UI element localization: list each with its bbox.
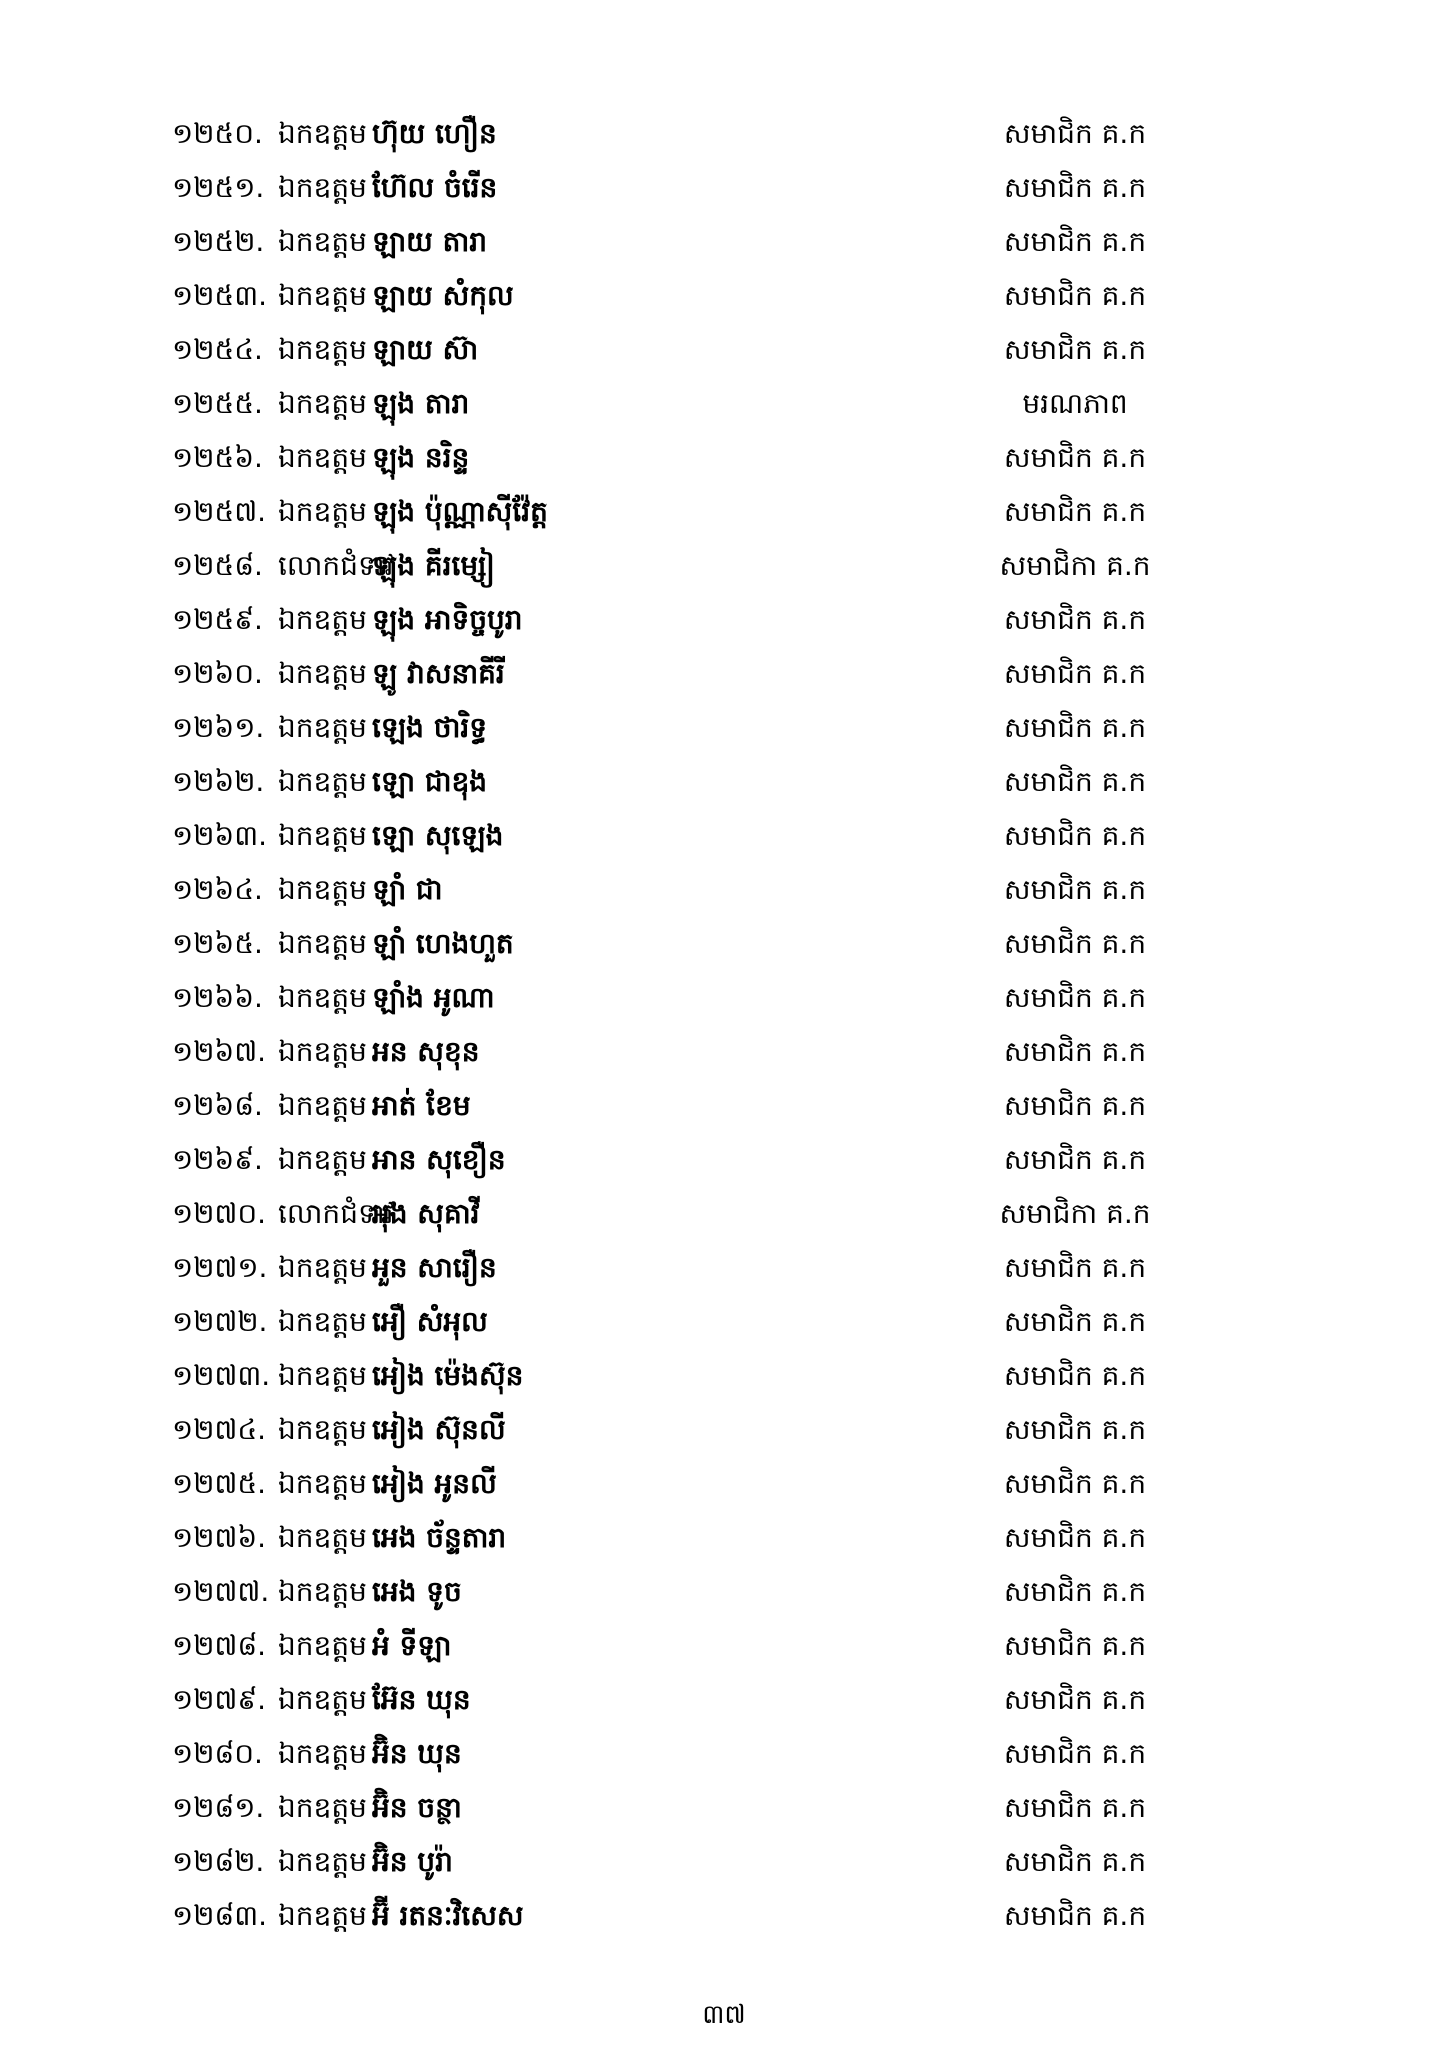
member-name: អាន សុខឿន	[372, 1143, 506, 1176]
list-item	[0, 1403, 1449, 1457]
list-item	[0, 1565, 1449, 1619]
honorific-title: ឯកឧត្តម	[278, 873, 367, 906]
list-item	[0, 917, 1449, 971]
item-number: ១២៥៦.	[172, 441, 263, 474]
item-number: ១២៦៨.	[172, 1089, 263, 1122]
list-item	[0, 1781, 1449, 1835]
honorific-title: លោកជំទាវ	[278, 1197, 394, 1230]
member-status: សមាជិក គ.ក	[1003, 1575, 1147, 1608]
list-item	[0, 107, 1449, 161]
member-name: ឡេង ថារិទ្ធ	[372, 711, 488, 744]
item-number: ១២៦៦.	[172, 981, 263, 1014]
member-status: សមាជិក គ.ក	[1003, 225, 1147, 258]
item-number: ១២៥៣.	[172, 279, 268, 312]
member-name: ហ៊ុយ ហឿន	[372, 117, 497, 150]
list-item	[0, 1673, 1449, 1727]
member-status: សមាជិក គ.ក	[1003, 441, 1147, 474]
member-status: សមាជិក គ.ក	[1003, 117, 1147, 150]
honorific-title: ឯកឧត្តម	[278, 387, 367, 420]
list-item	[0, 755, 1449, 809]
item-number: ១២៨១.	[172, 1791, 265, 1824]
member-status: សមាជិក គ.ក	[1003, 171, 1147, 204]
member-list	[0, 107, 1449, 1943]
honorific-title: ឯកឧត្តម	[278, 1251, 367, 1284]
member-name: អេង ទូច	[372, 1575, 462, 1608]
item-number: ១២៧២.	[172, 1305, 268, 1338]
member-name: ឡុង នរិន្ទ	[372, 441, 470, 474]
item-number: ១២៥១.	[172, 171, 265, 204]
member-status: សមាជិក គ.ក	[1003, 1305, 1147, 1338]
member-name: អៀង ម៉េងស៊ុន	[372, 1359, 524, 1392]
member-status: សមាជិក គ.ក	[1003, 1089, 1147, 1122]
member-status: សមាជិក គ.ក	[1003, 603, 1147, 636]
item-number: ១២៦៥.	[172, 927, 263, 960]
member-status: សមាជិក គ.ក	[1003, 279, 1147, 312]
list-item	[0, 323, 1449, 377]
item-number: ១២៧០.	[172, 1197, 267, 1230]
item-number: ១២៧៦.	[172, 1521, 267, 1554]
member-status: សមាជិក គ.ក	[1003, 819, 1147, 852]
item-number: ១២៦៧.	[172, 1035, 267, 1068]
list-item	[0, 647, 1449, 701]
list-item	[0, 1241, 1449, 1295]
item-number: ១២៧៧.	[172, 1575, 270, 1608]
member-name: ឡោ ជាឧុង	[372, 765, 488, 798]
member-name: ឡាំ ជា	[372, 873, 443, 906]
member-name: អំ ទីឡា	[372, 1629, 452, 1662]
honorific-title: ឯកឧត្តម	[278, 1143, 367, 1176]
item-number: ១២៨២.	[172, 1845, 265, 1878]
honorific-title: ឯកឧត្តម	[278, 765, 367, 798]
honorific-title: ឯកឧត្តម	[278, 603, 367, 636]
honorific-title: ឯកឧត្តម	[278, 225, 367, 258]
member-status: សមាជិក គ.ក	[1003, 1035, 1147, 1068]
item-number: ១២៥៤.	[172, 333, 263, 366]
item-number: ១២៥៥.	[172, 387, 263, 420]
honorific-title: ឯកឧត្តម	[278, 1089, 367, 1122]
list-item	[0, 1133, 1449, 1187]
member-status: សមាជិក គ.ក	[1003, 1467, 1147, 1500]
member-status: សមាជិក គ.ក	[1003, 927, 1147, 960]
member-status: សមាជិក គ.ក	[1003, 765, 1147, 798]
list-item	[0, 971, 1449, 1025]
list-item	[0, 863, 1449, 917]
honorific-title: លោកជំទាវ	[278, 549, 394, 582]
honorific-title: ឯកឧត្តម	[278, 657, 367, 690]
item-number: ១២៧១.	[172, 1251, 268, 1284]
item-number: ១២៥២.	[172, 225, 265, 258]
item-number: ១២៦២.	[172, 765, 265, 798]
list-item	[0, 1349, 1449, 1403]
member-status: សមាជិក គ.ក	[1003, 1737, 1147, 1770]
item-number: ១២៧៩.	[172, 1683, 267, 1716]
member-status: សមាជិកា គ.ក	[999, 1197, 1151, 1230]
member-status: សមាជិក គ.ក	[1003, 1359, 1147, 1392]
honorific-title: ឯកឧត្តម	[278, 1413, 367, 1446]
list-item	[0, 593, 1449, 647]
item-number: ១២៧៤.	[172, 1413, 267, 1446]
list-item	[0, 1889, 1449, 1943]
list-item	[0, 1295, 1449, 1349]
honorific-title: ឯកឧត្តម	[278, 1575, 367, 1608]
member-name: អេង ច័ន្ទតារា	[372, 1521, 507, 1554]
honorific-title: ឯកឧត្តម	[278, 1521, 367, 1554]
honorific-title: ឯកឧត្តម	[278, 927, 367, 960]
honorific-title: ឯកឧត្តម	[278, 495, 367, 528]
honorific-title: ឯកឧត្តម	[278, 1899, 367, 1932]
member-name: ឡាយ សំកុល	[372, 279, 514, 312]
member-status: សមាជិក គ.ក	[1003, 333, 1147, 366]
list-item	[0, 539, 1449, 593]
item-number: ១២៥៨.	[172, 549, 263, 582]
member-name: ឡុង ប៉ុណ្ណាស៊ីវ៉ែត្ត	[372, 495, 548, 528]
honorific-title: ឯកឧត្តម	[278, 279, 367, 312]
list-item	[0, 1835, 1449, 1889]
member-status: សមាជិក គ.ក	[1003, 711, 1147, 744]
member-name: អ៊ី រតនៈវិសេស	[372, 1899, 524, 1932]
item-number: ១២៨០.	[172, 1737, 263, 1770]
page-number: ៣៧	[702, 2000, 746, 2030]
honorific-title: ឯកឧត្តម	[278, 1845, 367, 1878]
honorific-title: ឯកឧត្តម	[278, 1035, 367, 1068]
member-status: សមាជិក គ.ក	[1003, 1683, 1147, 1716]
honorific-title: ឯកឧត្តម	[278, 1791, 367, 1824]
member-status: សមាជិក គ.ក	[1003, 1629, 1147, 1662]
honorific-title: ឯកឧត្តម	[278, 981, 367, 1014]
list-item	[0, 377, 1449, 431]
item-number: ១២៧៥.	[172, 1467, 267, 1500]
member-name: អុង សុគាវី	[372, 1197, 480, 1230]
list-item	[0, 1187, 1449, 1241]
member-name: ឡូ វាសនាគីរី	[372, 657, 505, 690]
honorific-title: ឯកឧត្តម	[278, 819, 367, 852]
item-number: ១២៦១.	[172, 711, 265, 744]
member-name: ឡោ សុឡេង	[372, 819, 504, 852]
member-status: សមាជិក គ.ក	[1003, 1251, 1147, 1284]
member-status: សមាជិក គ.ក	[1003, 657, 1147, 690]
member-name: អាត់ ខែម	[372, 1089, 471, 1122]
member-name: ឡាយ តារា	[372, 225, 488, 258]
member-name: ឡាយ ស៊ា	[372, 333, 479, 366]
member-name: អ៊ិន ឃុន	[372, 1737, 462, 1770]
item-number: ១២៥៩.	[172, 603, 263, 636]
member-status: សមាជិក គ.ក	[1003, 1413, 1147, 1446]
member-name: ឡាំង អូណា	[372, 981, 495, 1014]
honorific-title: ឯកឧត្តម	[278, 333, 367, 366]
honorific-title: ឯកឧត្តម	[278, 171, 367, 204]
list-item	[0, 1619, 1449, 1673]
member-status: សមាជិក គ.ក	[1003, 1521, 1147, 1554]
member-name: អៀង ស៊ុនលី	[372, 1413, 506, 1446]
item-number: ១២៨៣.	[172, 1899, 268, 1932]
honorific-title: ឯកឧត្តម	[278, 1359, 367, 1392]
member-status: សមាជិក គ.ក	[1003, 1899, 1147, 1932]
member-status: សមាជិក គ.ក	[1003, 873, 1147, 906]
member-name: ឡាំ ហេងហួត	[372, 927, 514, 960]
member-name: ហ៊ែល ចំរើន	[372, 171, 498, 204]
member-name: អ៊ិន បូរ៉ា	[372, 1845, 453, 1878]
member-name: ឡុង គីរម្សៀ	[372, 549, 495, 582]
member-name: អួន សារឿន	[372, 1251, 497, 1284]
member-name: អៀង អូនលី	[372, 1467, 497, 1500]
item-number: ១២៦០.	[172, 657, 263, 690]
item-number: ១២៦៣.	[172, 819, 268, 852]
member-name: អឿ សំអុល	[372, 1305, 488, 1338]
honorific-title: ឯកឧត្តម	[278, 1629, 367, 1662]
item-number: ១២៧៣.	[172, 1359, 271, 1392]
list-item	[0, 701, 1449, 755]
member-name: ឡុង អាទិច្ចបូរា	[372, 603, 523, 636]
member-name: ឡុង តារា	[372, 387, 470, 420]
list-item	[0, 1025, 1449, 1079]
list-item	[0, 485, 1449, 539]
list-item	[0, 1457, 1449, 1511]
list-item	[0, 269, 1449, 323]
list-item	[0, 1079, 1449, 1133]
member-status: សមាជិកា គ.ក	[999, 549, 1151, 582]
member-name: អន សុខុន	[372, 1035, 480, 1068]
member-status: សមាជិក គ.ក	[1003, 981, 1147, 1014]
member-name: អ៊ិន ចន្ថា	[372, 1791, 462, 1824]
list-item	[0, 809, 1449, 863]
member-status: សមាជិក គ.ក	[1003, 1143, 1147, 1176]
honorific-title: ឯកឧត្តម	[278, 711, 367, 744]
list-item	[0, 161, 1449, 215]
item-number: ១២៥៧.	[172, 495, 267, 528]
list-item	[0, 1511, 1449, 1565]
honorific-title: ឯកឧត្តម	[278, 441, 367, 474]
member-name: អ៊ែន ឃុន	[372, 1683, 471, 1716]
honorific-title: ឯកឧត្តម	[278, 117, 367, 150]
item-number: ១២៥០.	[172, 117, 263, 150]
item-number: ១២៦៤.	[172, 873, 263, 906]
list-item	[0, 1727, 1449, 1781]
honorific-title: ឯកឧត្តម	[278, 1737, 367, 1770]
item-number: ១២៦៩.	[172, 1143, 263, 1176]
item-number: ១២៧៨.	[172, 1629, 267, 1662]
member-status: មរណភាព	[1022, 387, 1128, 420]
member-status: សមាជិក គ.ក	[1003, 1791, 1147, 1824]
list-item	[0, 215, 1449, 269]
member-status: សមាជិក គ.ក	[1003, 1845, 1147, 1878]
member-status: សមាជិក គ.ក	[1003, 495, 1147, 528]
honorific-title: ឯកឧត្តម	[278, 1467, 367, 1500]
honorific-title: ឯកឧត្តម	[278, 1683, 367, 1716]
list-item	[0, 431, 1449, 485]
honorific-title: ឯកឧត្តម	[278, 1305, 367, 1338]
